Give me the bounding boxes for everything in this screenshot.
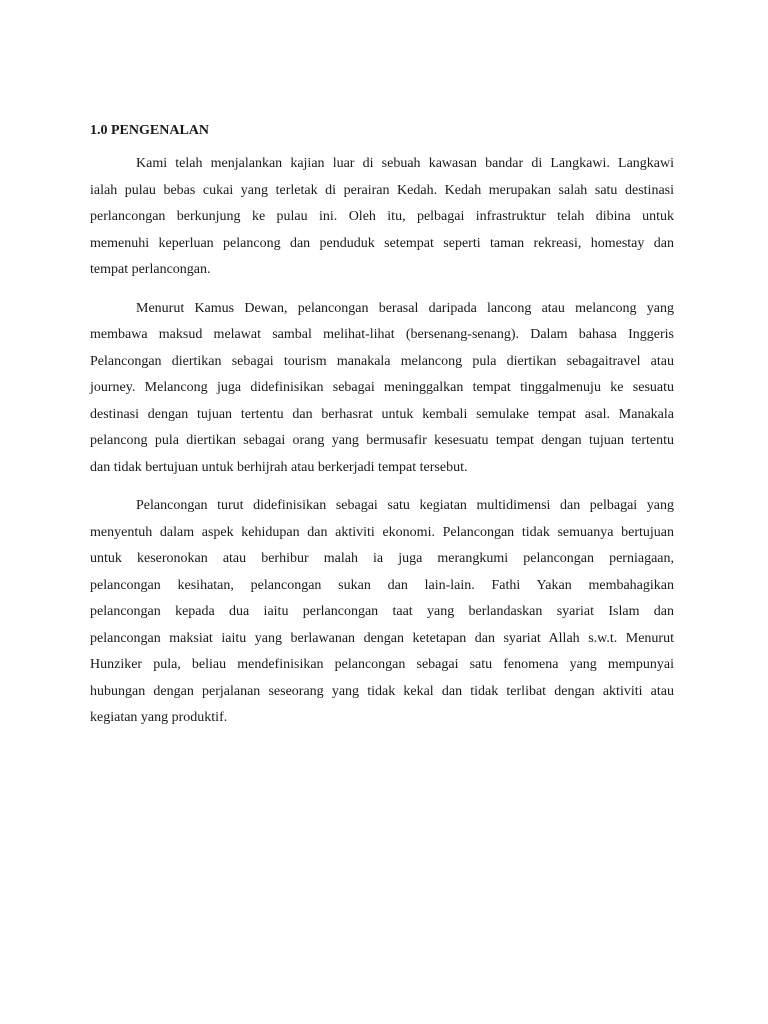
paragraph-line: hubungan dengan perjalanan seseorang yang tidak kekal dan tidak terlibat dengan aktiviti atau <box>90 683 674 699</box>
paragraph-line: pelancongan kepada dua iaitu perlancongan taat yang berlandaskan syariat Islam dan <box>90 604 674 619</box>
paragraph-line: pelancong pula diertikan sebagai orang yang bermusafir kesesuatu tempat dengan tujuan tertentu <box>90 433 674 448</box>
paragraph-line: Kami telah menjalankan kajian luar di sebuah kawasan bandar di Langkawi. Langkawi <box>136 156 674 171</box>
paragraph-2 <box>90 296 674 482</box>
paragraph-1 <box>90 151 674 284</box>
paragraph-3 <box>90 493 674 732</box>
paragraph-line: tempat perlancongan. <box>90 262 211 277</box>
paragraph-line: Pelancongan turut didefinisikan sebagai satu kegiatan multidimensi dan pelbagai yang <box>136 498 674 513</box>
paragraph-line: dan tidak bertujuan untuk berhijrah atau berkerjadi tempat tersebut. <box>90 459 468 475</box>
document-body <box>90 121 674 744</box>
paragraph-line: membawa maksud melawat sambal melihat-lihat (bersenang-senang). Dalam bahasa Inggeris <box>90 327 674 342</box>
paragraph-line: memenuhi keperluan pelancong dan penduduk setempat seperti taman rekreasi, homestay dan <box>90 235 674 251</box>
paragraph-line: pelancongan maksiat iaitu yang berlawanan dengan ketetapan dan syariat Allah s.w.t. Menurut <box>90 630 674 646</box>
paragraph-line: kegiatan yang produktif. <box>90 710 228 725</box>
paragraph-line: Hunziker pula, beliau mendefinisikan pelancongan sebagai satu fenomena yang mempunyai <box>90 657 674 672</box>
paragraph-line: destinasi dengan tujuan tertentu dan berhasrat untuk kembali semulake tempat asal. Manakala <box>90 406 674 422</box>
paragraph-line: Pelancongan diertikan sebagai tourism manakala melancong pula diertikan sebagaitravel atau <box>90 353 674 369</box>
paragraph-line: pelancongan kesihatan, pelancongan sukan dan lain-lain. Fathi Yakan membahagikan <box>90 577 674 593</box>
section-heading: 1.0 PENGENALAN <box>90 123 210 138</box>
paragraph-line: ialah pulau bebas cukai yang terletak di perairan Kedah. Kedah merupakan salah satu destinasi <box>90 182 674 198</box>
paragraph-line: untuk keseronokan atau berhibur malah ia juga merangkumi pelancongan perniagaan, <box>90 551 674 566</box>
paragraph-line: menyentuh dalam aspek kehidupan dan aktiviti ekonomi. Pelancongan tidak semuanya bertujuan <box>90 524 674 540</box>
paragraph-line: Menurut Kamus Dewan, pelancongan berasal daripada lancong atau melancong yang <box>136 300 674 316</box>
paragraph-line: journey. Melancong juga didefinisikan sebagai meninggalkan tempat tinggalmenuju ke sesuatu <box>90 380 674 395</box>
paragraph-line: perlancongan berkunjung ke pulau ini. Oleh itu, pelbagai infrastruktur telah dibina untuk <box>90 209 674 224</box>
